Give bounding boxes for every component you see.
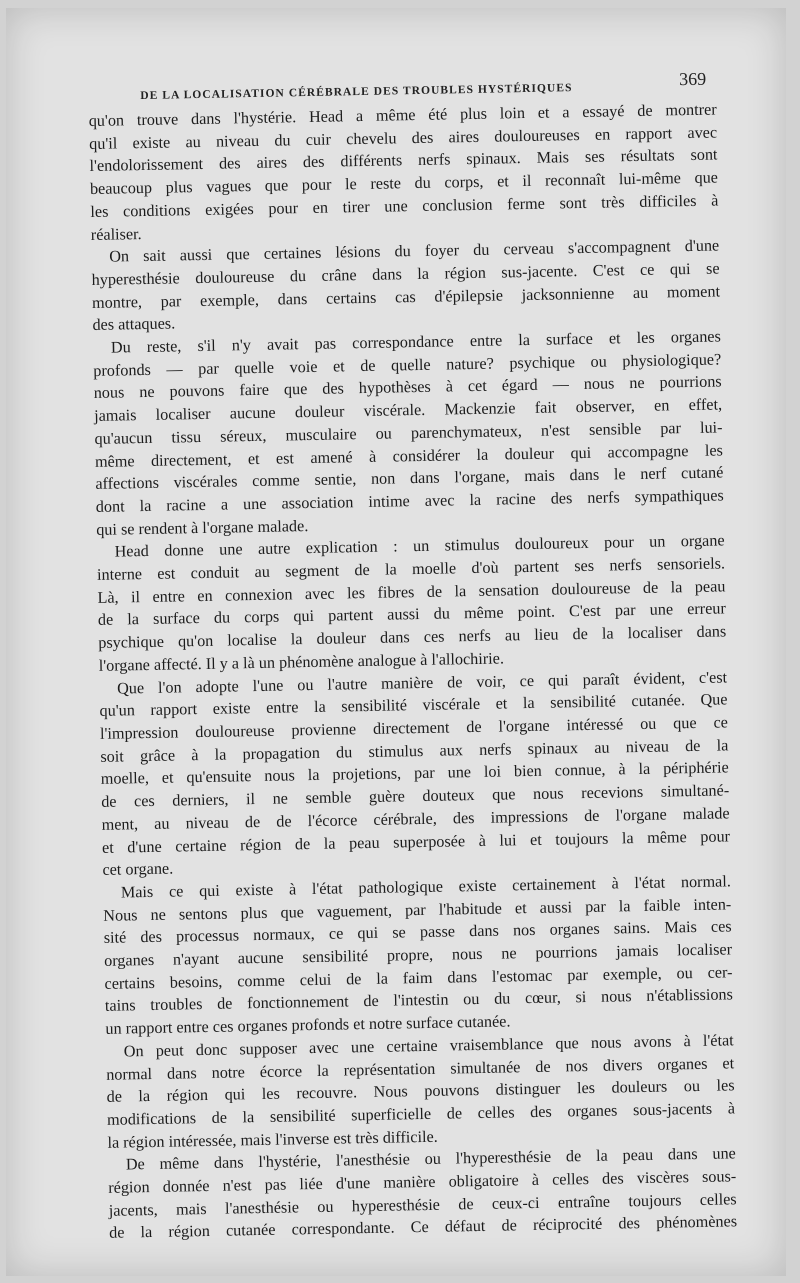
text-line: De même dans l'hystérie, l'anesthésie ou l'hyperesthésie de la peau dans une xyxy=(125,1144,736,1174)
text-line: Head donne une autre explication : un stimulus douloureux pour un organe xyxy=(114,531,725,561)
text-line: organes n'ayant aucune sensibilité propre, nous ne pourrions jamais localiser xyxy=(103,940,733,970)
text-line: de ces derniers, il ne semble guère douteux que nous recevions simultané- xyxy=(101,781,730,811)
text-line: de la surface du corps qui partent aussi du même point. C'est par une erreur xyxy=(97,599,726,630)
text-line: Là, il entre en connexion avec les fibres de la sensation douloureuse de la peau xyxy=(97,577,726,607)
text-line: certains besoins, comme celui de la faim dans l'estomac par exemple, ou cer- xyxy=(104,963,733,993)
text-line: réaliser. xyxy=(90,224,142,244)
text-line: un rapport entre ces organes profonds et notre surface cutanée. xyxy=(105,1012,511,1038)
text-line: sité des processus normaux, ce qui se passe dans nos organes sains. Mais ces xyxy=(103,917,732,948)
body-text xyxy=(89,98,738,1244)
page xyxy=(6,8,786,1276)
paragraph xyxy=(99,666,731,882)
text-line: cet organe. xyxy=(102,859,174,880)
paragraph xyxy=(103,870,734,1040)
text-line: montre, par exemple, dans certains cas d'épilepsie jacksonnienne au moment xyxy=(91,282,721,312)
text-line: et d'une certaine région de la peau superposée à lui et toujours la même pour xyxy=(101,826,731,857)
text-line: région donnée n'est pas liée d'une manière obligatoire à celles des viscères sous- xyxy=(108,1167,737,1197)
text-line: qu'on trouve dans l'hystérie. Head a même été plus loin et a essayé de montrer xyxy=(88,100,717,130)
text-line: la région intéressée, mais l'inverse est très difficile. xyxy=(107,1127,438,1152)
paragraph xyxy=(93,325,725,541)
text-line: hyperesthésie douloureuse du crâne dans la région sus-jacente. C'est ce qui se xyxy=(91,259,720,289)
text-line: affections viscérales comme sentie, non dans l'organe, mais dans le nerf cutané xyxy=(95,463,724,494)
text-line: Que l'on adopte l'une ou l'autre manière de voir, ce qui paraît évident, c'est xyxy=(116,667,728,698)
text-line: moelle, et qu'ensuite nous la projetions, par une loi bien connue, à la périphérie xyxy=(100,758,729,789)
text-line: soit grâce à la propagation du stimulus aux nerfs spinaux au niveau de la xyxy=(100,736,729,766)
text-line: tains troubles de fonctionnement de l'intestin ou du cœur, si nous n'établissions xyxy=(104,985,734,1016)
text-line: l'impression douloureuse provienne directement de l'organe intéressé ou que ce xyxy=(99,713,729,743)
text-line: ment, au niveau de de l'écorce cérébrale, des impressions de l'organe malade xyxy=(101,804,730,834)
text-line: qu'aucun tissu séreux, musculaire ou parenchymateux, n'est sensible par lui- xyxy=(94,418,723,448)
paragraph xyxy=(96,530,726,678)
paragraph xyxy=(89,98,719,246)
text-line: normal dans notre écorce la représentation simultanée de nos divers organes et xyxy=(106,1053,735,1084)
paragraph xyxy=(106,1029,736,1154)
page-content xyxy=(88,68,737,1244)
text-line: qu'un rapport existe entre la sensibilité viscérale et la sensibilité cutanée. Que xyxy=(99,690,728,721)
text-line: l'endolorissement des aires des différents nerfs spinaux. Mais ses résultats sont xyxy=(89,145,718,176)
text-line: de la région qui les recouvre. Nous pouvons distinguer les douleurs ou les xyxy=(106,1076,735,1107)
text-line: jamais localiser aucune douleur viscérale. Mackenzie fait observer, en effet, xyxy=(93,395,723,426)
text-line: nous ne pouvons faire que des hypothèses à cet égard — nous ne pourrions xyxy=(93,372,722,403)
text-line: beaucoup plus vagues que pour le reste du corps, et il reconnaît lui-même que xyxy=(89,168,719,199)
text-line: même directement, et est amené à considérer la douleur qui accompagne les xyxy=(94,440,724,471)
text-line: Nous ne sentons plus que vaguement, par l'habitude et aussi par la faible inten- xyxy=(103,894,732,925)
paragraph xyxy=(108,1143,738,1245)
page-number: 369 xyxy=(678,68,707,90)
text-line: qu'il existe au niveau du cuir chevelu des aires douloureuses en rapport avec xyxy=(89,123,718,153)
text-line: psychique qu'on localise la douleur dans ces nerfs au lieu de la localiser dans xyxy=(98,622,727,653)
text-line: l'organe affecté. Il y a là un phénomène analogue à l'allochirie. xyxy=(98,649,505,675)
text-line: les conditions exigées pour en tirer une conclusion ferme sont très difficiles à xyxy=(90,191,719,221)
paragraph xyxy=(91,235,721,337)
text-line: de la région cutanée correspondante. Ce défaut de réciprocité des phénomènes xyxy=(108,1212,738,1243)
text-line: profonds — par quelle voie et de quelle nature? psychique ou physiologique? xyxy=(93,350,722,380)
text-line: Du reste, s'il n'y avait pas correspondance entre la surface et les organes xyxy=(110,327,721,357)
text-line: modifications de la sensibilité superficielle de celles des organes sous-jacents à xyxy=(106,1099,736,1129)
text-line: des attaques. xyxy=(92,314,176,335)
text-line: On peut donc supposer avec une certaine vraisemblance que nous avons à l'état xyxy=(123,1031,734,1061)
text-line: On sait aussi que certaines lésions du foyer du cerveau s'accompagnent d'une xyxy=(109,236,720,266)
text-line: jacents, mais l'anesthésie ou hyperesthésie de ceux-ci entraîne toujours celles xyxy=(108,1190,737,1220)
text-line: qui se rendent à l'organe malade. xyxy=(96,516,309,539)
text-line: dont la racine a une association intime avec la racine des nerfs sympathiques xyxy=(95,486,724,516)
text-line: interne est conduit au segment de la moelle d'où partent ses nerfs sensoriels. xyxy=(96,554,726,584)
running-title: DE LA LOCALISATION CÉRÉBRALE DES TROUBLES HYSTÉRIQUES xyxy=(140,82,573,103)
text-line: Mais ce qui existe à l'état pathologique existe certainement à l'état normal. xyxy=(120,872,731,902)
